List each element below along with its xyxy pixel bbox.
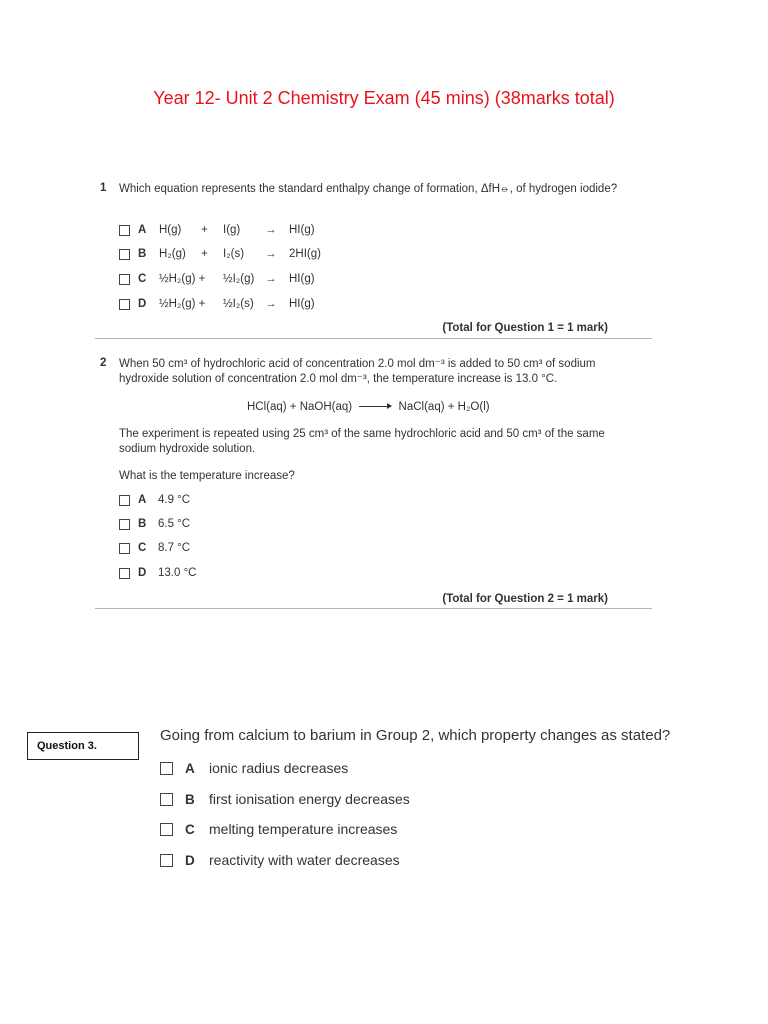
checkbox[interactable]	[160, 854, 173, 867]
option-d[interactable]: D ½H₂(g) + ½I₂(s) → HI(g)	[119, 296, 152, 312]
option-a[interactable]: A 4.9 °C	[119, 492, 190, 508]
checkbox[interactable]	[119, 568, 130, 579]
question-stem: When 50 cm³ of hydrochloric acid of concentration 2.0 mol dm⁻³ is added to 50 cm³ of sodium hydroxide solution of concentration 2.0 mol dm⁻³, the temperature increase is 13.0 °C.	[119, 358, 596, 385]
question-stem: Going from calcium to barium in Group 2, which property changes as stated?	[160, 727, 671, 744]
checkbox[interactable]	[119, 495, 130, 506]
question-stem: Which equation represents the standard enthalpy change of formation, ΔfH⦵, of hydrogen iodide?	[119, 183, 618, 195]
checkbox[interactable]	[119, 225, 130, 236]
question-3-label: Question 3.	[27, 732, 139, 760]
checkbox[interactable]	[119, 519, 130, 530]
question-number: 2	[100, 357, 107, 369]
option-c[interactable]: C melting temperature increases	[160, 821, 397, 837]
checkbox[interactable]	[119, 543, 130, 554]
question-stem-2: The experiment is repeated using 25 cm³ of the same hydrochloric acid and 50 cm³ of the same sodium hydroxide solution.	[119, 428, 605, 455]
checkbox[interactable]	[119, 249, 130, 260]
option-d[interactable]: D reactivity with water decreases	[160, 852, 400, 868]
question-total: (Total for Question 1 = 1 mark)	[442, 322, 608, 334]
question-number: 1	[100, 182, 107, 194]
question-total: (Total for Question 2 = 1 mark)	[442, 593, 608, 605]
question-1	[95, 182, 652, 342]
reaction-arrow-icon	[359, 406, 391, 407]
option-d[interactable]: D 13.0 °C	[119, 565, 196, 581]
checkbox[interactable]	[119, 299, 130, 310]
option-c[interactable]: C ½H₂(g) + ½I₂(g) → HI(g)	[119, 271, 152, 287]
option-a[interactable]: A ionic radius decreases	[160, 760, 348, 776]
checkbox[interactable]	[160, 793, 173, 806]
option-a[interactable]: A H(g) + I(g) → HI(g)	[119, 222, 152, 238]
divider	[95, 338, 652, 339]
checkbox[interactable]	[119, 274, 130, 285]
option-b[interactable]: B first ionisation energy decreases	[160, 791, 410, 807]
checkbox[interactable]	[160, 823, 173, 836]
equation: HCl(aq) + NaOH(aq) NaCl(aq) + H₂O(l)	[247, 401, 490, 413]
divider	[95, 608, 652, 609]
checkbox[interactable]	[160, 762, 173, 775]
exam-title: Year 12- Unit 2 Chemistry Exam (45 mins) (38marks total)	[153, 88, 615, 108]
question-2	[95, 357, 652, 612]
question-prompt: What is the temperature increase?	[119, 470, 295, 482]
option-b[interactable]: B H₂(g) + I₂(s) → 2HI(g)	[119, 246, 152, 262]
option-b[interactable]: B 6.5 °C	[119, 516, 190, 532]
option-c[interactable]: C 8.7 °C	[119, 540, 190, 556]
